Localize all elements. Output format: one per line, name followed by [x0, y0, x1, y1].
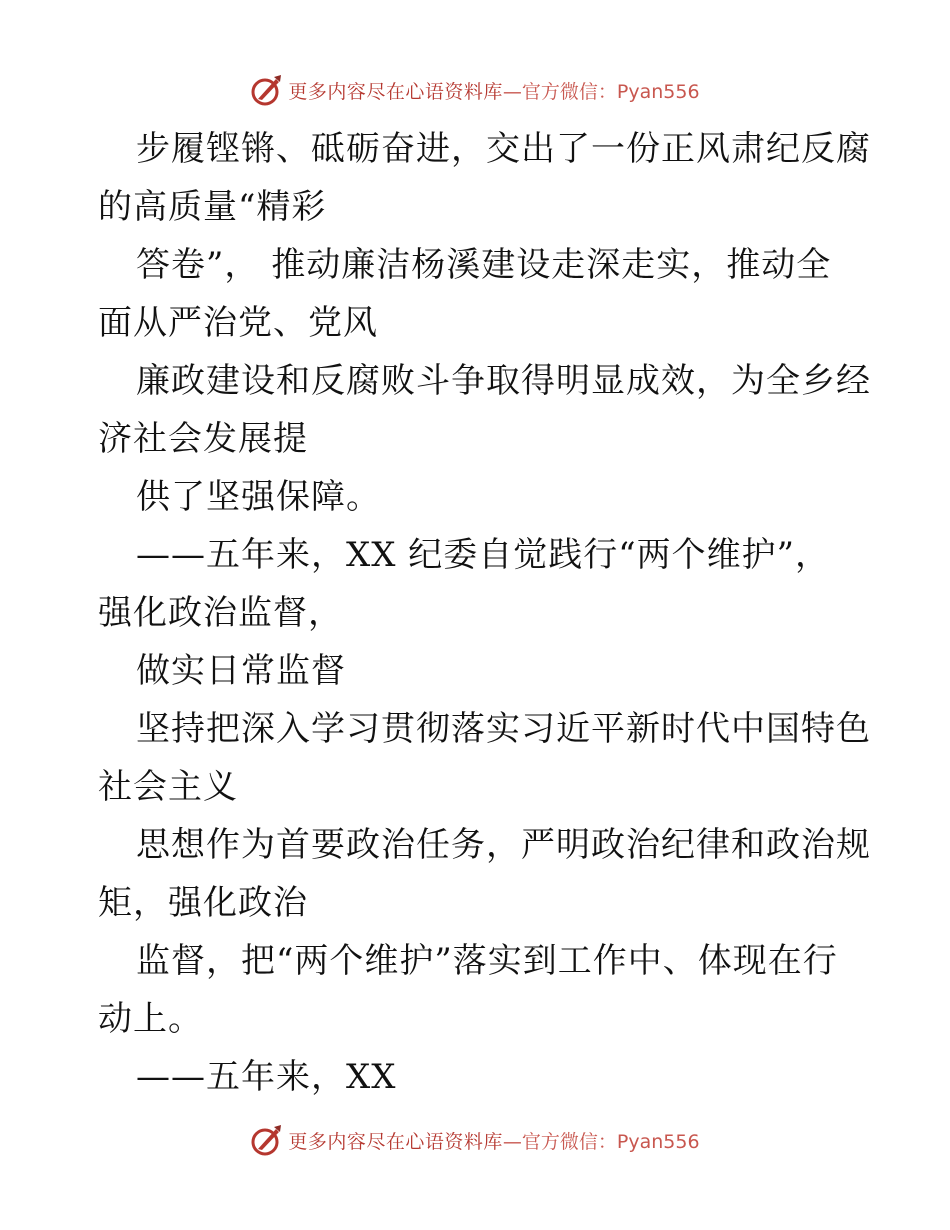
- text-line: 监督，把“两个维护”落实到工作中、体现在行: [136, 941, 838, 981]
- header-banner: [0, 70, 950, 110]
- text-line: 动上。: [98, 999, 203, 1039]
- banner-subtext: —官方微信：Pyan556: [502, 1130, 700, 1153]
- quill-logo-icon: [250, 1123, 284, 1157]
- quill-logo-icon: [250, 73, 284, 107]
- text-line: 坚持把深入学习贯彻落实习近平新时代中国特色: [136, 709, 871, 749]
- text-line: ——五年来，XX 纪委自觉践行“两个维护”，: [136, 535, 830, 575]
- text-line: 社会主义: [98, 767, 238, 807]
- text-line: 答卷”， 推动廉洁杨溪建设走深走实，推动全: [136, 245, 832, 285]
- banner-text: 更多内容尽在心语资料库: [288, 1130, 503, 1153]
- text-line: ——五年来，XX: [136, 1057, 397, 1097]
- banner-text: 更多内容尽在心语资料库: [288, 80, 503, 103]
- text-line: 供了坚强保障。: [136, 477, 381, 517]
- text-line: 步履铿锵、砥砺奋进，交出了一份正风肃纪反腐: [136, 129, 871, 169]
- banner-subtext: —官方微信：Pyan556: [502, 80, 700, 103]
- text-line: 的高质量“精彩: [98, 187, 327, 227]
- document-body: [98, 120, 871, 1106]
- text-line: 强化政治监督，: [98, 593, 343, 633]
- text-line: 面从严治党、党风: [98, 303, 378, 343]
- text-line: 廉政建设和反腐败斗争取得明显成效，为全乡经: [136, 361, 871, 401]
- footer-banner: [0, 1120, 950, 1160]
- text-line: 济社会发展提: [98, 419, 308, 459]
- text-line: 思想作为首要政治任务，严明政治纪律和政治规: [136, 825, 871, 865]
- text-line: 做实日常监督: [136, 651, 346, 691]
- text-line: 矩，强化政治: [98, 883, 308, 923]
